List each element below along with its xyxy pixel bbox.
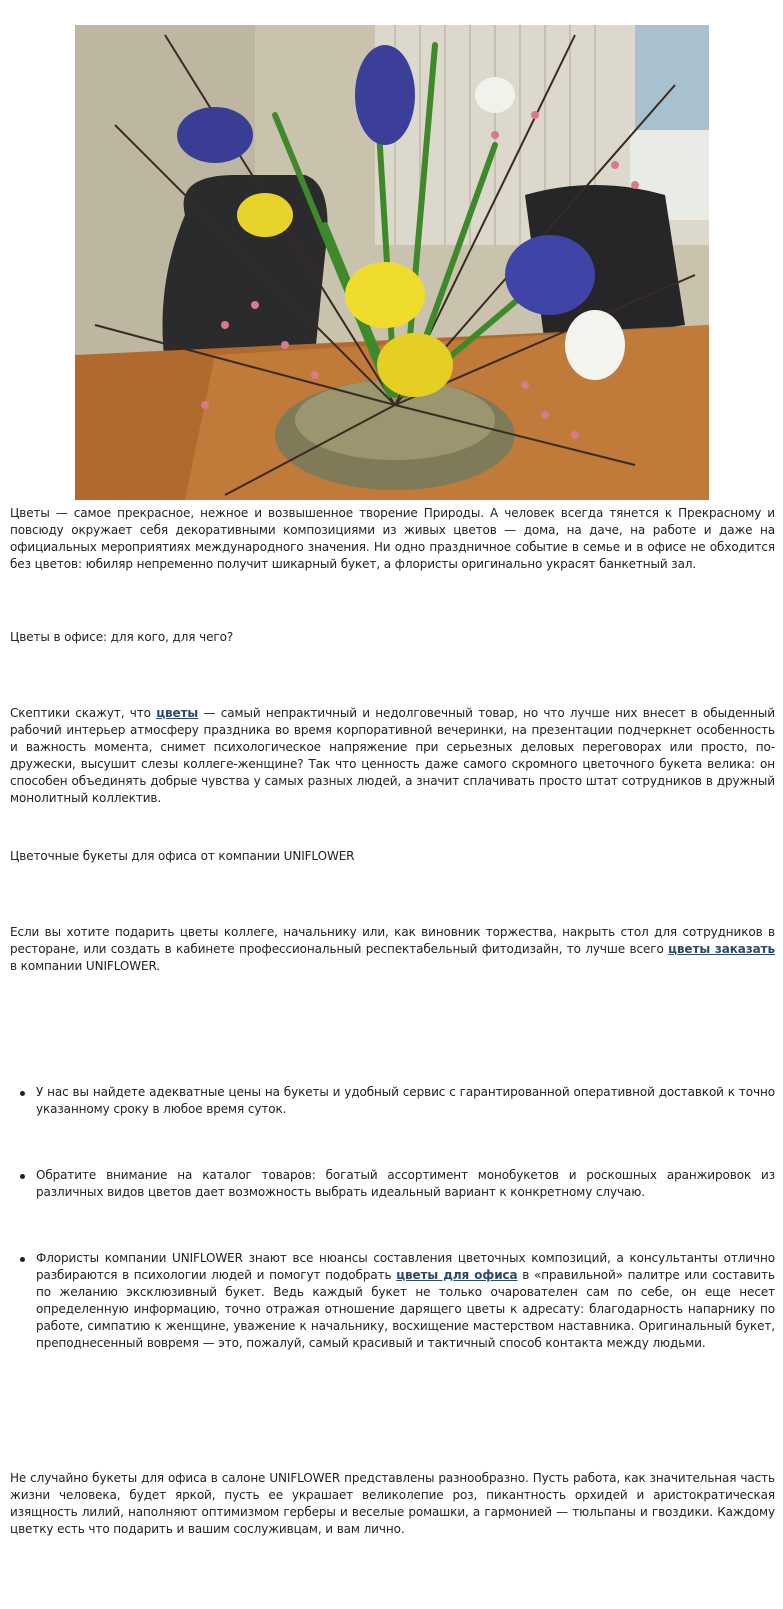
skeptics-text-after: — самый непрактичный и недолговечный товар, но что лучше них внесет в обыденный рабочий интерьер атмосферу праздника во время корпоративной вечеринки, на презентации подчеркнет особенность и важность момента, снимет психологическое напряжение при серьезных деловых переговорах или просто, по-дружески, высушит слезы коллеге-женщине? Так что ценность даже самого скромного цветочного букета велика: он способен объединять добрые чувства у самых разных людей, а значит сплачивать просто штат сотрудников в дружный монолитный коллектив.	[10, 706, 775, 805]
list-item-florists	[36, 1250, 775, 1352]
skeptics-paragraph	[10, 705, 775, 807]
flower-arrangement-photo	[75, 25, 709, 500]
skeptics-text-before: Скептики скажут, что	[10, 706, 157, 720]
florists-text-after: в «правильной» палитре или составить по желанию эксклюзивный букет. Ведь каждый букет не только очарователен сам по себе, он еще несет определенную информацию, точно отражая отношение дарящего цветы к адресату: благодарность напарнику по работе, симпатию к женщине, уважение к начальнику, восхищение мастерством наставника. Оригинальный букет, преподнесенный вовремя — это, пожалуй, самый красивый и тактичный способ контакта между людьми.	[36, 1268, 775, 1350]
bullet-icon	[20, 1257, 25, 1262]
link-office-flowers[interactable]: цветы для офиса	[396, 1268, 518, 1282]
bullet-icon	[20, 1174, 25, 1179]
heading-flowers-in-office: Цветы в офисе: для кого, для чего?	[10, 630, 234, 644]
link-order-flowers[interactable]: цветы заказать	[668, 942, 776, 956]
list-item-prices: У нас вы найдете адекватные цены на букеты и удобный сервис с гарантированной оперативной доставкой к точно указанному сроку в любое время суток.	[36, 1085, 775, 1116]
list-item-catalog: Обратите внимание на каталог товаров: богатый ассортимент монобукетов и роскошных аранжировок из различных видов цветов дает возможность выбрать идеальный вариант к конкретному случаю.	[36, 1168, 775, 1199]
order-paragraph	[10, 924, 775, 975]
order-text-after: в компании UNIFLOWER.	[10, 959, 160, 973]
bullet-icon	[20, 1091, 25, 1096]
heading-uniflower-bouquets: Цветочные букеты для офиса от компании UNIFLOWER	[10, 849, 355, 863]
florists-text-before: Флористы компании UNIFLOWER знают все нюансы составления цветочных композиций, а консультанты отлично разбираются в психологии людей и помогут подобрать	[36, 1251, 775, 1282]
order-text-before: Если вы хотите подарить цветы коллеге, начальнику или, как виновник торжества, накрыть стол для сотрудников в ресторане, или создать в кабинете профессиональный респектабельный фитодизайн, то лучше всего	[10, 925, 775, 956]
intro-paragraph: Цветы — самое прекрасное, нежное и возвышенное творение Природы. А человек всегда тянется к Прекрасному и повсюду окружает себя декоративными композициями из живых цветов — дома, на даче, на работе и даже на официальных мероприятиях международного значения. Ни одно праздничное событие в семье и в офисе не обходится без цветов: юбиляр непременно получит шикарный букет, а флористы оригинально украсят банкетный зал.	[10, 506, 775, 571]
closing-paragraph: Не случайно букеты для офиса в салоне UNIFLOWER представлены разнообразно. Пусть работа, как значительная часть жизни человека, будет яркой, пусть ее украшает великолепие роз, пикантность орхидей и аристократическая изящность лилий, наполняют оптимизмом герберы и веселые ромашки, а гармонией — тюльпаны и гвоздики. Каждому цветку есть что подарить и вашим сослуживцам, и вам лично.	[10, 1471, 775, 1536]
link-flowers[interactable]: цветы	[156, 706, 199, 720]
